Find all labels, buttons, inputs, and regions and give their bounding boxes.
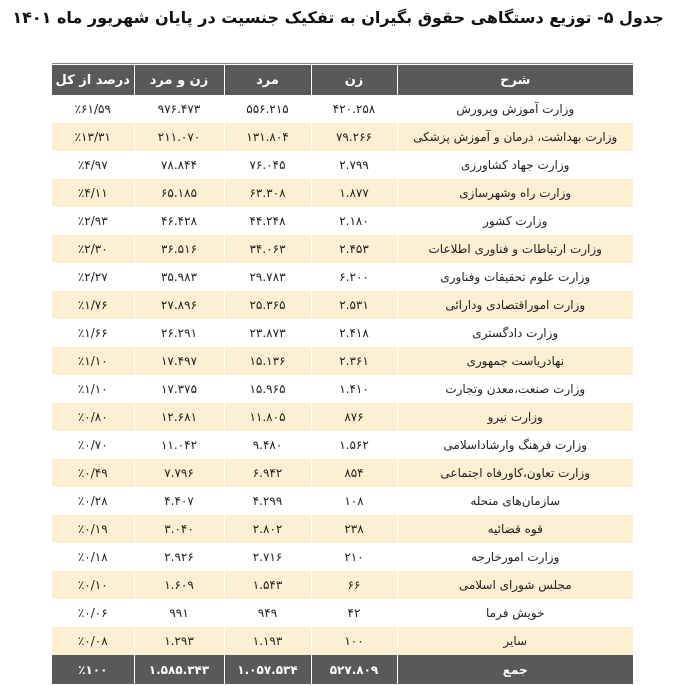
- table-row: [52, 571, 633, 599]
- cell-male: ۱.۵۴۳: [224, 571, 311, 599]
- cell-percent: ٪۰/۰۸: [52, 627, 134, 655]
- cell-description: وزارت اموراقتصادی ودارائی: [397, 291, 633, 319]
- cell-percent: ٪۰/۰۶: [77, 606, 108, 620]
- cell-male: ۱۵.۹۶۵: [224, 375, 311, 403]
- cell-description: وزارت آموزش وپرورش: [397, 95, 633, 123]
- cell-total-both: ۱۲.۶۸۱: [134, 403, 224, 431]
- total-cell-description: جمع: [397, 655, 633, 684]
- table-row: [52, 235, 633, 263]
- cell-percent: ٪۲/۲۷: [77, 270, 108, 284]
- cell-total-both: ۴۶.۴۲۸: [134, 207, 224, 235]
- cell-total-both: ۹۹۱: [134, 599, 224, 627]
- cell-total-both: ۷۸.۸۴۴: [134, 151, 224, 179]
- cell-percent: ٪۱/۷۶: [52, 291, 134, 319]
- cell-percent: ٪۰/۷۰: [77, 438, 108, 452]
- cell-female: ۱.۴۱۰: [311, 375, 397, 403]
- table-row: [52, 543, 633, 571]
- cell-male: ۱۵.۱۳۶: [224, 347, 311, 375]
- cell-female: ۱۰۰: [311, 627, 397, 655]
- cell-total-both: ۳.۰۴۰: [134, 515, 224, 543]
- table-row: [52, 375, 633, 403]
- cell-description: وزارت کشور: [397, 207, 633, 235]
- table-row: [52, 627, 633, 655]
- table-title: جدول ۵- توزیع دستگاهی حقوق بگیران به تفکیک جنسیت در پایان شهریور ماه ۱۴۰۱: [12, 8, 664, 27]
- cell-female: ۱۰۸: [311, 487, 397, 515]
- cell-description: مجلس شورای اسلامی: [397, 571, 633, 599]
- cell-description: نهادریاست جمهوری: [397, 347, 633, 375]
- cell-male: ۶۳.۳۰۸: [224, 179, 311, 207]
- table-row: [52, 263, 633, 291]
- cell-percent: ٪۲/۳۰: [52, 235, 134, 263]
- top-rule: [52, 63, 633, 64]
- cell-female: ۱.۵۶۲: [311, 431, 397, 459]
- cell-male: ۲.۷۱۶: [224, 543, 311, 571]
- cell-description: وزارت نیرو: [397, 403, 633, 431]
- cell-female: ۶۶: [311, 571, 397, 599]
- cell-male: ۵۵۶.۲۱۵: [224, 95, 311, 123]
- cell-description: وزارت تعاون،کاورفاه اجتماعی: [397, 459, 633, 487]
- cell-male: ۶.۹۴۲: [224, 459, 311, 487]
- cell-description: وزارت دادگستری: [397, 319, 633, 347]
- cell-male: ۲۹.۷۸۳: [224, 263, 311, 291]
- cell-female: ۴۲: [311, 599, 397, 627]
- cell-male: ۲۵.۳۶۵: [224, 291, 311, 319]
- cell-total-both: ۹۷۶.۴۷۳: [134, 95, 224, 123]
- cell-female: ۲.۴۵۳: [311, 235, 397, 263]
- cell-total-both: ۲۱۱.۰۷۰: [134, 123, 224, 151]
- cell-female: ۷۹.۲۶۶: [311, 123, 397, 151]
- total-row: [52, 655, 633, 684]
- table-row: [52, 599, 633, 627]
- cell-percent: ٪۴/۹۷: [77, 158, 108, 172]
- table-row: [52, 459, 633, 487]
- cell-percent: ٪۲/۹۳: [77, 214, 108, 228]
- cell-male: ۴۴.۲۴۸: [224, 207, 311, 235]
- cell-male: ۱۱.۸۰۵: [224, 403, 311, 431]
- header-row: [52, 65, 633, 95]
- cell-male: ۴.۲۹۹: [224, 487, 311, 515]
- cell-description: وزارت صنعت،معدن وتجارت: [397, 375, 633, 403]
- cell-total-both: ۱۱.۰۴۲: [134, 431, 224, 459]
- table-row: [52, 123, 633, 151]
- cell-percent: ٪۱/۱۰: [77, 382, 108, 396]
- cell-female: ۱.۸۷۷: [311, 179, 397, 207]
- table-row: [52, 291, 633, 319]
- cell-male: ۷۶.۰۴۵: [224, 151, 311, 179]
- cell-total-both: ۳۶.۵۱۶: [134, 235, 224, 263]
- cell-female: ۶.۲۰۰: [311, 263, 397, 291]
- table-row: [52, 319, 633, 347]
- table-row: [52, 207, 633, 235]
- cell-percent: ٪۱۳/۳۱: [52, 123, 134, 151]
- header-percent: درصد از کل: [52, 65, 134, 95]
- header-male: مرد: [224, 65, 311, 95]
- cell-total-both: ۲۷.۸۹۶: [134, 291, 224, 319]
- cell-description: وزارت علوم تحقیقات وفناوری: [397, 263, 633, 291]
- cell-description: وزارت راه وشهرسازی: [397, 179, 633, 207]
- cell-total-both: ۲۶.۲۹۱: [134, 319, 224, 347]
- cell-total-both: ۷.۷۹۶: [134, 459, 224, 487]
- total-cell-female: ۵۲۷.۸۰۹: [311, 655, 397, 684]
- cell-male: ۳۴.۰۶۳: [224, 235, 311, 263]
- cell-male: ۹۴۹: [224, 599, 311, 627]
- table-row: [52, 515, 633, 543]
- cell-percent: ٪۱/۱۰: [52, 347, 134, 375]
- table-row: [52, 151, 633, 179]
- cell-total-both: ۱۷.۳۷۵: [134, 375, 224, 403]
- header-total-both: زن و مرد: [134, 65, 224, 95]
- cell-male: ۱۳۱.۸۰۴: [224, 123, 311, 151]
- cell-female: ۲۳۸: [311, 515, 397, 543]
- cell-female: ۲.۱۸۰: [311, 207, 397, 235]
- cell-description: وزارت جهاد کشاورزی: [397, 151, 633, 179]
- cell-percent: ٪۰/۴۹: [52, 459, 134, 487]
- header-description: شرح: [397, 65, 633, 95]
- cell-female: ۲.۷۹۹: [311, 151, 397, 179]
- cell-description: قوه قضائیه: [397, 515, 633, 543]
- cell-female: ۴۲۰.۲۵۸: [311, 95, 397, 123]
- cell-female: ۲.۳۶۱: [311, 347, 397, 375]
- table-row: [52, 403, 633, 431]
- cell-total-both: ۴.۴۰۷: [134, 487, 224, 515]
- table-row: [52, 95, 633, 123]
- cell-male: ۱.۱۹۳: [224, 627, 311, 655]
- cell-female: ۸۵۴: [311, 459, 397, 487]
- data-table: [52, 65, 633, 684]
- cell-percent: ٪۰/۱۰: [52, 571, 134, 599]
- cell-description: سازمان‌های منحله: [397, 487, 633, 515]
- cell-percent: ٪۴/۱۱: [52, 179, 134, 207]
- cell-description: وزارت ارتباطات و فناوری اطلاعات: [397, 235, 633, 263]
- cell-description: وزارت فرهنگ وارشاداسلامی: [397, 431, 633, 459]
- cell-male: ۹.۴۸۰: [224, 431, 311, 459]
- cell-percent: ٪۶۱/۵۹: [74, 102, 111, 116]
- total-cell-percent: ٪۱۰۰: [52, 655, 134, 684]
- cell-total-both: ۳۵.۹۸۳: [134, 263, 224, 291]
- cell-percent: ٪۰/۱۹: [52, 515, 134, 543]
- header-female: زن: [311, 65, 397, 95]
- cell-percent: ٪۰/۸۰: [52, 403, 134, 431]
- cell-total-both: ۱.۲۹۳: [134, 627, 224, 655]
- total-cell-total-both: ۱.۵۸۵.۳۴۳: [134, 655, 224, 684]
- cell-total-both: ۱۷.۴۹۷: [134, 347, 224, 375]
- table-row: [52, 487, 633, 515]
- cell-total-both: ۱.۶۰۹: [134, 571, 224, 599]
- cell-male: ۲۳.۸۷۳: [224, 319, 311, 347]
- table-row: [52, 179, 633, 207]
- cell-description: سایر: [397, 627, 633, 655]
- cell-total-both: ۲.۹۲۶: [134, 543, 224, 571]
- cell-female: ۲۱۰: [311, 543, 397, 571]
- cell-male: ۲.۸۰۲: [224, 515, 311, 543]
- cell-percent: ٪۰/۲۸: [77, 494, 108, 508]
- cell-total-both: ۶۵.۱۸۵: [134, 179, 224, 207]
- cell-description: خویش فرما: [397, 599, 633, 627]
- table-row: [52, 347, 633, 375]
- total-cell-male: ۱.۰۵۷.۵۳۴: [224, 655, 311, 684]
- cell-percent: ٪۱/۶۶: [77, 326, 108, 340]
- cell-percent: ٪۰/۱۸: [77, 550, 108, 564]
- table-row: [52, 431, 633, 459]
- cell-description: وزارت بهداشت، درمان و آموزش پزشکی: [397, 123, 633, 151]
- cell-female: ۲.۴۱۸: [311, 319, 397, 347]
- cell-female: ۲.۵۳۱: [311, 291, 397, 319]
- cell-female: ۸۷۶: [311, 403, 397, 431]
- cell-description: وزارت امورخارجه: [397, 543, 633, 571]
